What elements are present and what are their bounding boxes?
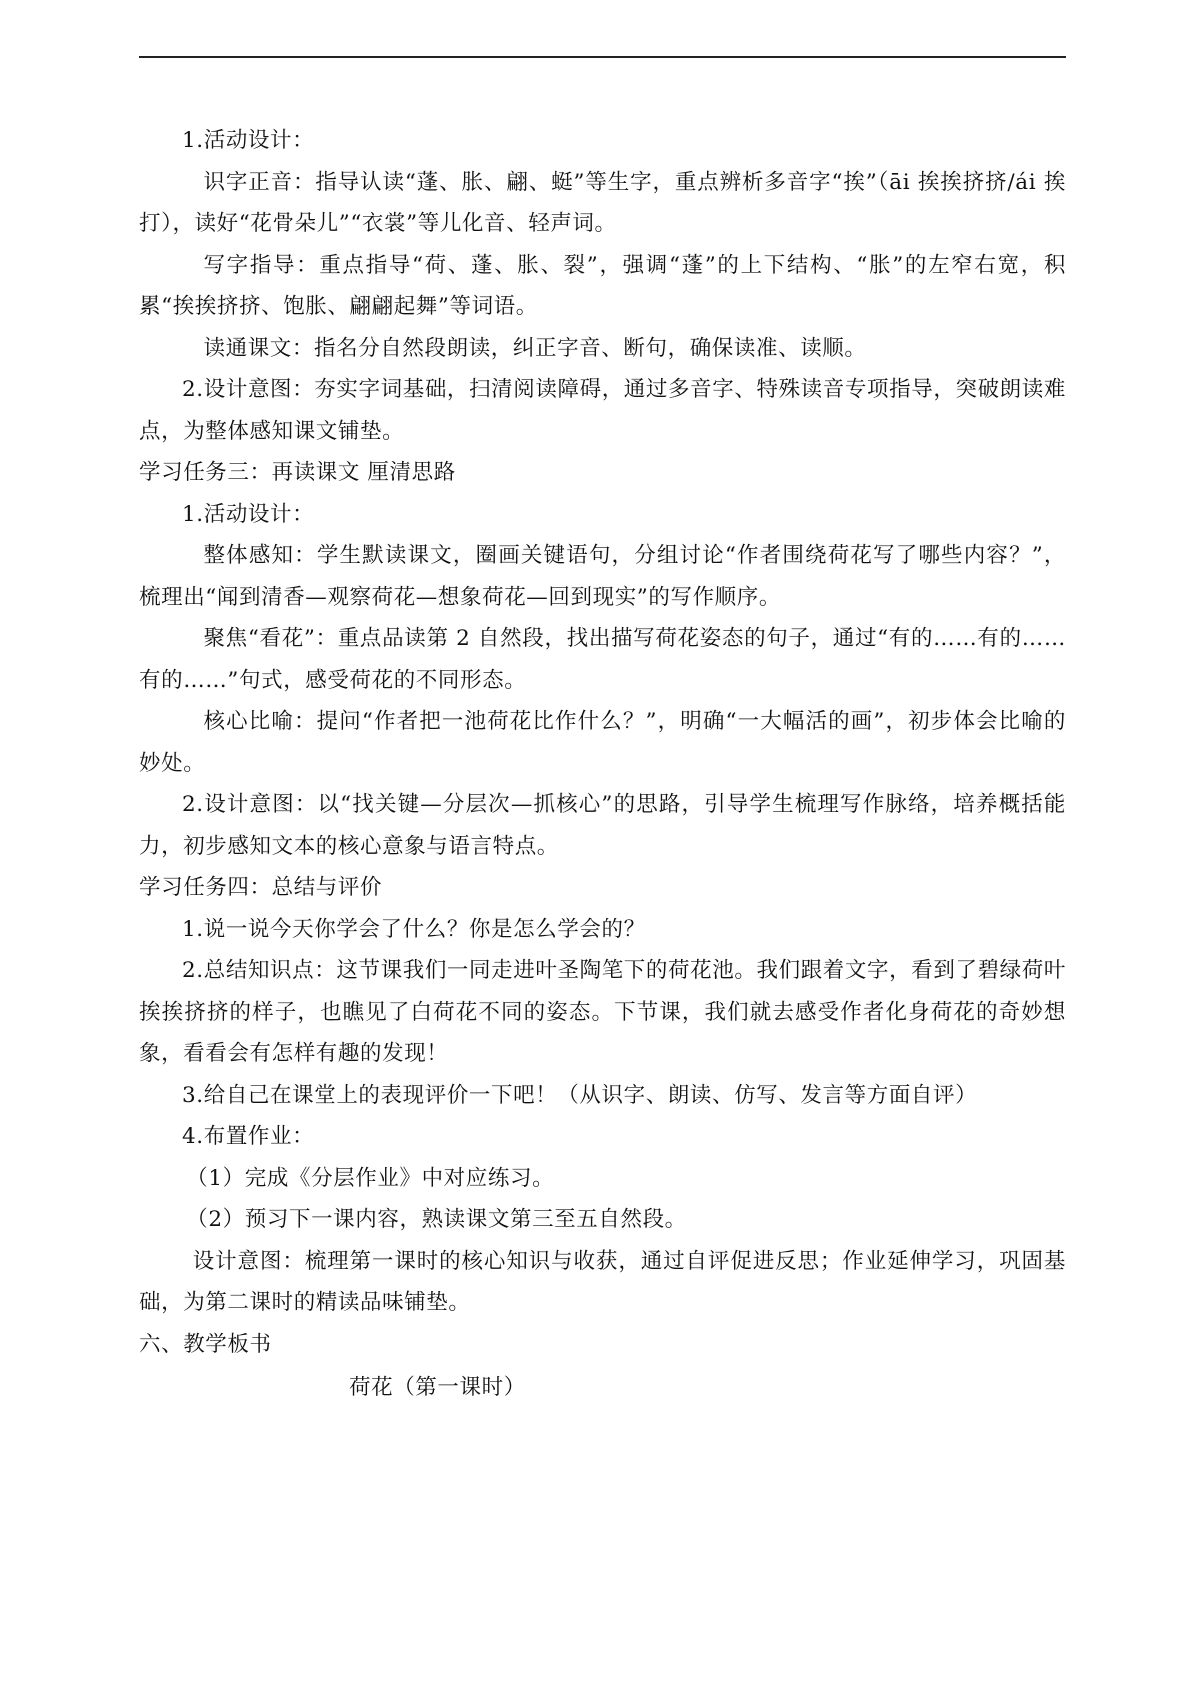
board-title: 荷花（第一课时）: [349, 1375, 526, 1400]
design-intent-paragraph-1: 2.设计意图：夯实字词基础，扫清阅读障碍，通过多音字、特殊读音专项指导，突破朗读难点，为整体感知课文铺垫。: [139, 377, 1066, 444]
board-section-heading: 六、教学板书: [139, 1331, 272, 1357]
task-four-heading: 学习任务四：总结与评价: [139, 875, 383, 900]
core-metaphor-paragraph: 核心比喻：提问“作者把一池荷花比作什么？”，明确“一大幅活的画”，初步体会比喻的妙处。: [139, 709, 1066, 776]
design-intent-paragraph-2: 2.设计意图：以“找关键—分层次—抓核心”的思路，引导学生梳理写作脉络，培养概括能力，初步感知文本的核心意象与语言特点。: [139, 792, 1066, 859]
activity-design-label-2: 1.活动设计：: [182, 501, 315, 527]
knowledge-summary-paragraph: 2.总结知识点：这节课我们一同走进叶圣陶笔下的荷花池。我们跟着文字，看到了碧绿荷叶挨挨挤挤的样子，也瞧见了白荷花不同的姿态。下节课，我们就去感受作者化身荷花的奇妙想象，看看会有怎样有趣的发现！: [139, 958, 1066, 1066]
literacy-paragraph: 识字正音：指导认读“蓬、胀、翩、蜓”等生字，重点辨析多音字“挨”（āi 挨挨挤挤/ái 挨打），读好“花骨朵儿”“衣裳”等儿化音、轻声词。: [139, 169, 1066, 236]
homework-item-1: （1）完成《分层作业》中对应练习。: [186, 1165, 555, 1191]
focus-flowers-paragraph: 聚焦“看花”：重点品读第 2 自然段，找出描写荷花姿态的句子，通过“有的……有的……有的……”句式，感受荷花的不同形态。: [139, 626, 1066, 693]
task-three-heading: 学习任务三：再读课文 厘清思路: [139, 460, 456, 485]
overall-perception-paragraph: 整体感知：学生默读课文，圈画关键语句，分组讨论“作者围绕荷花写了哪些内容？”，梳理出“闻到清香—观察荷花—想象荷花—回到现实”的写作顺序。: [139, 543, 1066, 610]
self-evaluation-paragraph: 3.给自己在课堂上的表现评价一下吧！（从识字、朗读、仿写、发言等方面自评）: [182, 1082, 978, 1108]
design-intent-paragraph-3: 设计意图：梳理第一课时的核心知识与收获，通过自评促进反思；作业延伸学习，巩固基础，为第二课时的精读品味铺垫。: [139, 1248, 1066, 1315]
document-body: [139, 120, 1066, 1409]
summary-question-paragraph: 1.说一说今天你学会了什么？你是怎么学会的？: [182, 916, 646, 942]
writing-guidance-paragraph: 写字指导：重点指导“荷、蓬、胀、裂”，强调“蓬”的上下结构、“胀”的左窄右宽，积累“挨挨挤挤、饱胀、翩翩起舞”等词语。: [139, 252, 1066, 319]
homework-item-2: （2）预习下一课内容，熟读课文第三至五自然段。: [186, 1207, 687, 1232]
homework-label: 4.布置作业：: [182, 1124, 315, 1149]
header-rule: [139, 56, 1066, 58]
activity-design-label-1: 1.活动设计：: [182, 128, 315, 153]
reading-paragraph: 读通课文：指名分自然段朗读，纠正字音、断句，确保读准、读顺。: [203, 335, 867, 361]
